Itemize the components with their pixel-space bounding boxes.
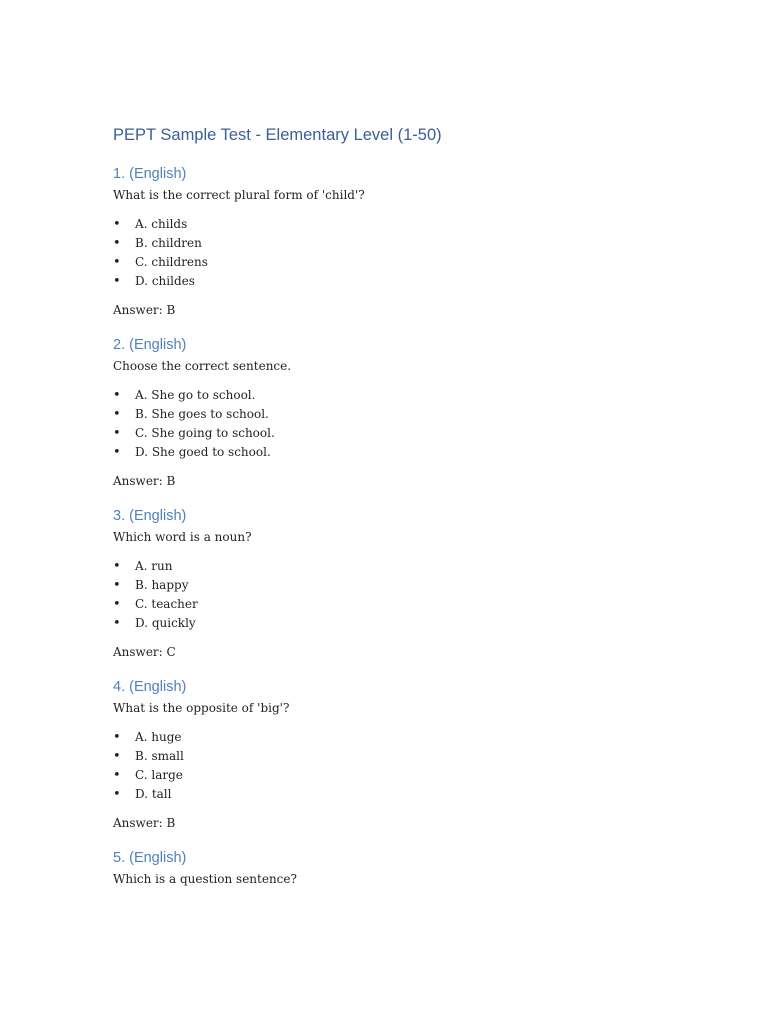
option-label: A. huge (135, 730, 182, 744)
document-page (113, 122, 713, 904)
bullet-dot-icon: • (113, 749, 121, 764)
bullet-dot-icon: • (113, 407, 121, 422)
bullet-dot-icon: • (113, 768, 121, 783)
question-heading: 2. (English) (113, 337, 187, 353)
question-text: Which word is a noun? (113, 530, 252, 544)
bullet-dot-icon: • (113, 578, 121, 593)
bullet-dot-icon: • (113, 255, 121, 270)
option-item (113, 576, 713, 595)
option-label: B. She goes to school. (135, 407, 269, 421)
bullet-dot-icon: • (113, 217, 121, 232)
question-text: Which is a question sentence? (113, 872, 297, 886)
option-item (113, 215, 713, 234)
bullet-dot-icon: • (113, 426, 121, 441)
option-label: A. She go to school. (135, 388, 256, 402)
question-2 (113, 335, 713, 489)
option-label: D. She goed to school. (135, 445, 271, 459)
bullet-dot-icon: • (113, 388, 121, 403)
option-label: B. happy (135, 578, 189, 592)
bullet-dot-icon: • (113, 274, 121, 289)
option-item (113, 766, 713, 785)
question-text: Choose the correct sentence. (113, 359, 292, 373)
option-label: C. childrens (135, 255, 208, 269)
option-item (113, 785, 713, 804)
answer-text: Answer: B (113, 303, 176, 317)
option-item (113, 595, 713, 614)
option-item (113, 405, 713, 424)
question-text: What is the correct plural form of 'child'? (113, 188, 365, 202)
answer-text: Answer: B (113, 816, 176, 830)
question-5 (113, 848, 713, 887)
answer-text: Answer: B (113, 474, 176, 488)
question-heading: 3. (English) (113, 508, 187, 524)
question-1 (113, 164, 713, 318)
option-label: D. quickly (135, 616, 196, 630)
option-item (113, 272, 713, 291)
question-heading: 5. (English) (113, 850, 187, 866)
option-label: A. childs (135, 217, 188, 231)
bullet-dot-icon: • (113, 236, 121, 251)
option-label: A. run (135, 559, 173, 573)
bullet-dot-icon: • (113, 616, 121, 631)
bullet-dot-icon: • (113, 787, 121, 802)
bullet-dot-icon: • (113, 445, 121, 460)
bullet-dot-icon: • (113, 597, 121, 612)
options-list (113, 728, 713, 804)
option-item (113, 253, 713, 272)
option-label: B. small (135, 749, 184, 763)
question-4 (113, 677, 713, 831)
option-item (113, 557, 713, 576)
option-label: C. teacher (135, 597, 198, 611)
options-list (113, 557, 713, 633)
option-item (113, 424, 713, 443)
answer-text: Answer: C (113, 645, 176, 659)
option-item (113, 728, 713, 747)
bullet-dot-icon: • (113, 559, 121, 574)
option-item (113, 234, 713, 253)
option-label: D. tall (135, 787, 172, 801)
question-heading: 1. (English) (113, 166, 187, 182)
question-text: What is the opposite of 'big'? (113, 701, 290, 715)
option-label: C. large (135, 768, 183, 782)
option-item (113, 614, 713, 633)
document-title: PEPT Sample Test - Elementary Level (1-50) (113, 126, 442, 144)
options-list (113, 215, 713, 291)
question-heading: 4. (English) (113, 679, 187, 695)
option-item (113, 443, 713, 462)
option-label: B. children (135, 236, 202, 250)
option-item (113, 386, 713, 405)
bullet-dot-icon: • (113, 730, 121, 745)
option-item (113, 747, 713, 766)
option-label: D. childes (135, 274, 195, 288)
options-list (113, 386, 713, 462)
question-3 (113, 506, 713, 660)
option-label: C. She going to school. (135, 426, 275, 440)
